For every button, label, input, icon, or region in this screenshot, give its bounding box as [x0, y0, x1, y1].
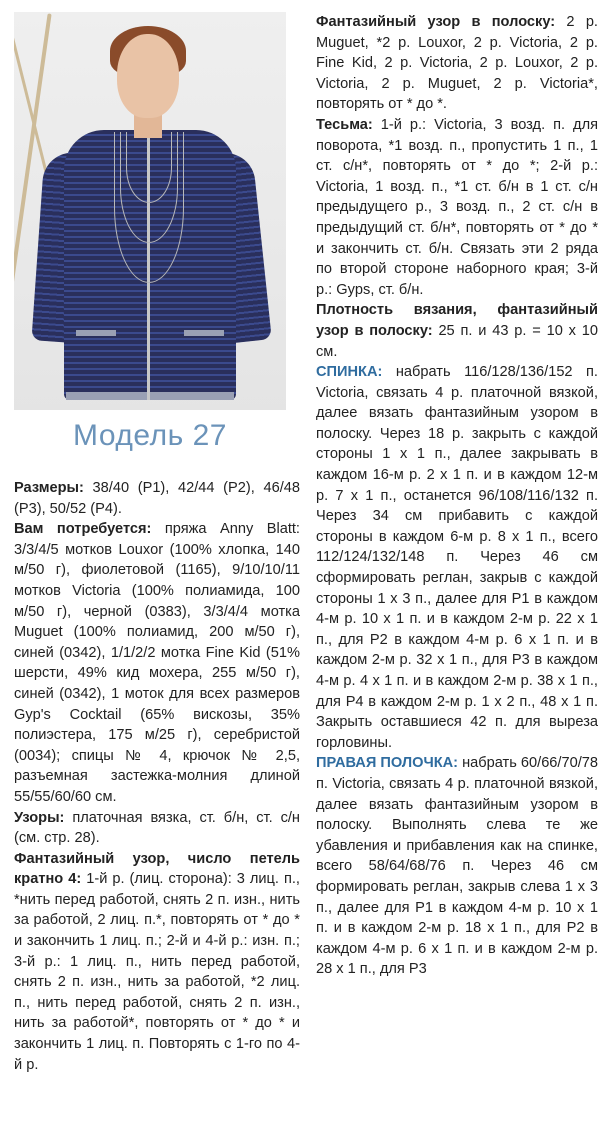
- model-face: [117, 34, 179, 118]
- stripes-paragraph: [316, 12, 598, 115]
- patterns-paragraph: [14, 808, 300, 849]
- fancy-pattern-paragraph: [14, 849, 300, 1076]
- density-label: Плотность вязания, фантазийный узор в полоску:: [316, 302, 598, 339]
- jacket-pocket: [76, 330, 116, 336]
- jacket-hem: [66, 392, 234, 400]
- patterns-text: платочная вязка, ст. б/н, ст. с/н (см. стр. 28).: [14, 809, 300, 847]
- materials-label: Вам потребуется:: [14, 521, 152, 538]
- stripes-label: Фантазийный узор в полоску:: [316, 14, 556, 30]
- stripes-text: 2 р. Muguet, *2 р. Louxor, 2 р. Victoria, 2 р. Fine Kid, 2 р. Victoria, 2 р. Louxor, 2 р. Victoria, 2 р. Muguet, 2 р. Victoria*, повторять от * до *.: [316, 14, 598, 113]
- right-column: [316, 12, 598, 980]
- back-label: СПИНКА:: [316, 364, 383, 381]
- left-column: [14, 478, 300, 1075]
- photo-caption: Модель 27: [14, 410, 286, 462]
- materials-paragraph: [14, 519, 300, 807]
- right-front-paragraph: [316, 753, 598, 980]
- density-paragraph: [316, 300, 598, 362]
- sizes-label: Размеры:: [14, 480, 84, 496]
- model-photo: [14, 12, 286, 462]
- right-front-label: ПРАВАЯ ПОЛОЧКА:: [316, 755, 459, 772]
- materials-text: пряжа Anny Blatt: 3/3/4/5 мотков Louxor (100% хлопка, 140 м/50 г), фиолетовой (1165), 9/10/10/11 мотков Victoria (100% полиамида, 100 м/50 г), черной (0383), 3/3/4/4 мотка Muguet (100% полиамид, 200 м/50 г), синей (0342), 1/1/2/2 мотка Fine Kid (51% шерсти, 49% кид мохера, 255 м/50 г), синей (0342), 1 моток для всех размеров Gyp's Cocktail (65% вискозы, 35% полиэстера, 175 м/25 г), серебристой (0034); спицы № 4, крючок № 2,5, разъемная застежка-молния длиной 55/55/60/60 см.: [14, 521, 300, 805]
- right-front-text: набрать 60/66/70/78 п. Victoria, связать 4 р. платочной вязкой, далее вязать фантазийным узором в полоску. Выполнять слева те же убавления и прибавления как на спинке, всего 58/64/68/76 п. Через 46 см формировать реглан, закрыв слева 1 х 3 п., далее для Р1 в каждом 4-м р. 10 х 1 п. и в каждом 2-м р. 18 х 1 п., для Р2 в каждом 4-м р. 6 х 1 п. и в каждом 2-м р. 28 х 1 п., для Р3: [316, 755, 598, 978]
- fancy-pattern-text: 1-й р. (лиц. сторона): 3 лиц. п., *нить перед работой, снять 2 п. изн., нить за работой, 2 лиц. п.*, повторять от * до * и закончить 1 лиц. п.; 2-й и 4-й р.: изн. п.; 3-й р.: 1 лиц. п., нить перед работой, снять 2 п. изн., нить за работой, *2 лиц. п., нить перед работой, снять 2 п. изн., нить за работой*, повторять от * до * и закончить 1 лиц. п. Повторять с 1-го по 4-й р.: [14, 871, 300, 1073]
- braid-label: Тесьма:: [316, 116, 373, 133]
- jacket-pocket: [184, 330, 224, 336]
- sizes-paragraph: [14, 478, 300, 519]
- necklace: [114, 132, 184, 283]
- back-paragraph: [316, 362, 598, 753]
- patterns-label: Узоры:: [14, 809, 65, 826]
- fancy-pattern-label: Фантазийный узор, число петель кратно 4:: [14, 850, 300, 888]
- sizes-text: 38/40 (Р1), 42/44 (Р2), 46/48 (Р3), 50/52 (Р4).: [14, 480, 300, 517]
- braid-text: 1-й р.: Victoria, 3 возд. п. для поворота, *1 возд. п., пропустить 1 п., 1 ст. с/н*, повторять от * до *; 2-й р.: Victoria, 1 возд. п., *1 ст. б/н в 1 ст. с/н предыдущего р., 3 возд. п., 2 ст. с/н в предыдущий ст. б/н*, повторять от * до * и закончить ст. б/н. Связать эти 2 ряда по второй стороне наборного края; 3-й р.: Gyps, ст. б/н.: [316, 116, 598, 298]
- back-text: набрать 116/128/136/152 п. Victoria, связать 4 р. платочной вязкой, далее вязать фантазийным узором в полоску. Через 18 р. закрыть с каждой стороны 1 х 1 п., далее закрывать в каждом 16-м р. 2 х 1 п. и в каждом 12-м р. 7 х 1 п., останется 96/108/116/132 п. Через 34 см прибавить с каждой стороны в каждом 6-м р. 8 х 1 п., всего 112/124/132/148 п. Через 46 см сформировать реглан, закрыв с каждой стороны 1 х 3 п., далее для Р1 в каждом 4-м р. 10 х 1 п. и в каждом 2-м р. 22 х 1 п., для Р2 в каждом 4-м р. 6 х 1 п. и в каждом 2-м р. 32 х 1 п., для Р3 в каждом 4-м р. 4 х 1 п. и в каждом 2-м р. 38 х 1 п., для Р4 в каждом 2-м р. 1 х 2 п., 48 х 1 п. Закрыть оставшиеся 42 п. для выреза горловины.: [316, 364, 598, 751]
- density-text: 25 п. и 43 р. = 10 х 10 см.: [316, 322, 598, 360]
- braid-paragraph: [316, 115, 598, 300]
